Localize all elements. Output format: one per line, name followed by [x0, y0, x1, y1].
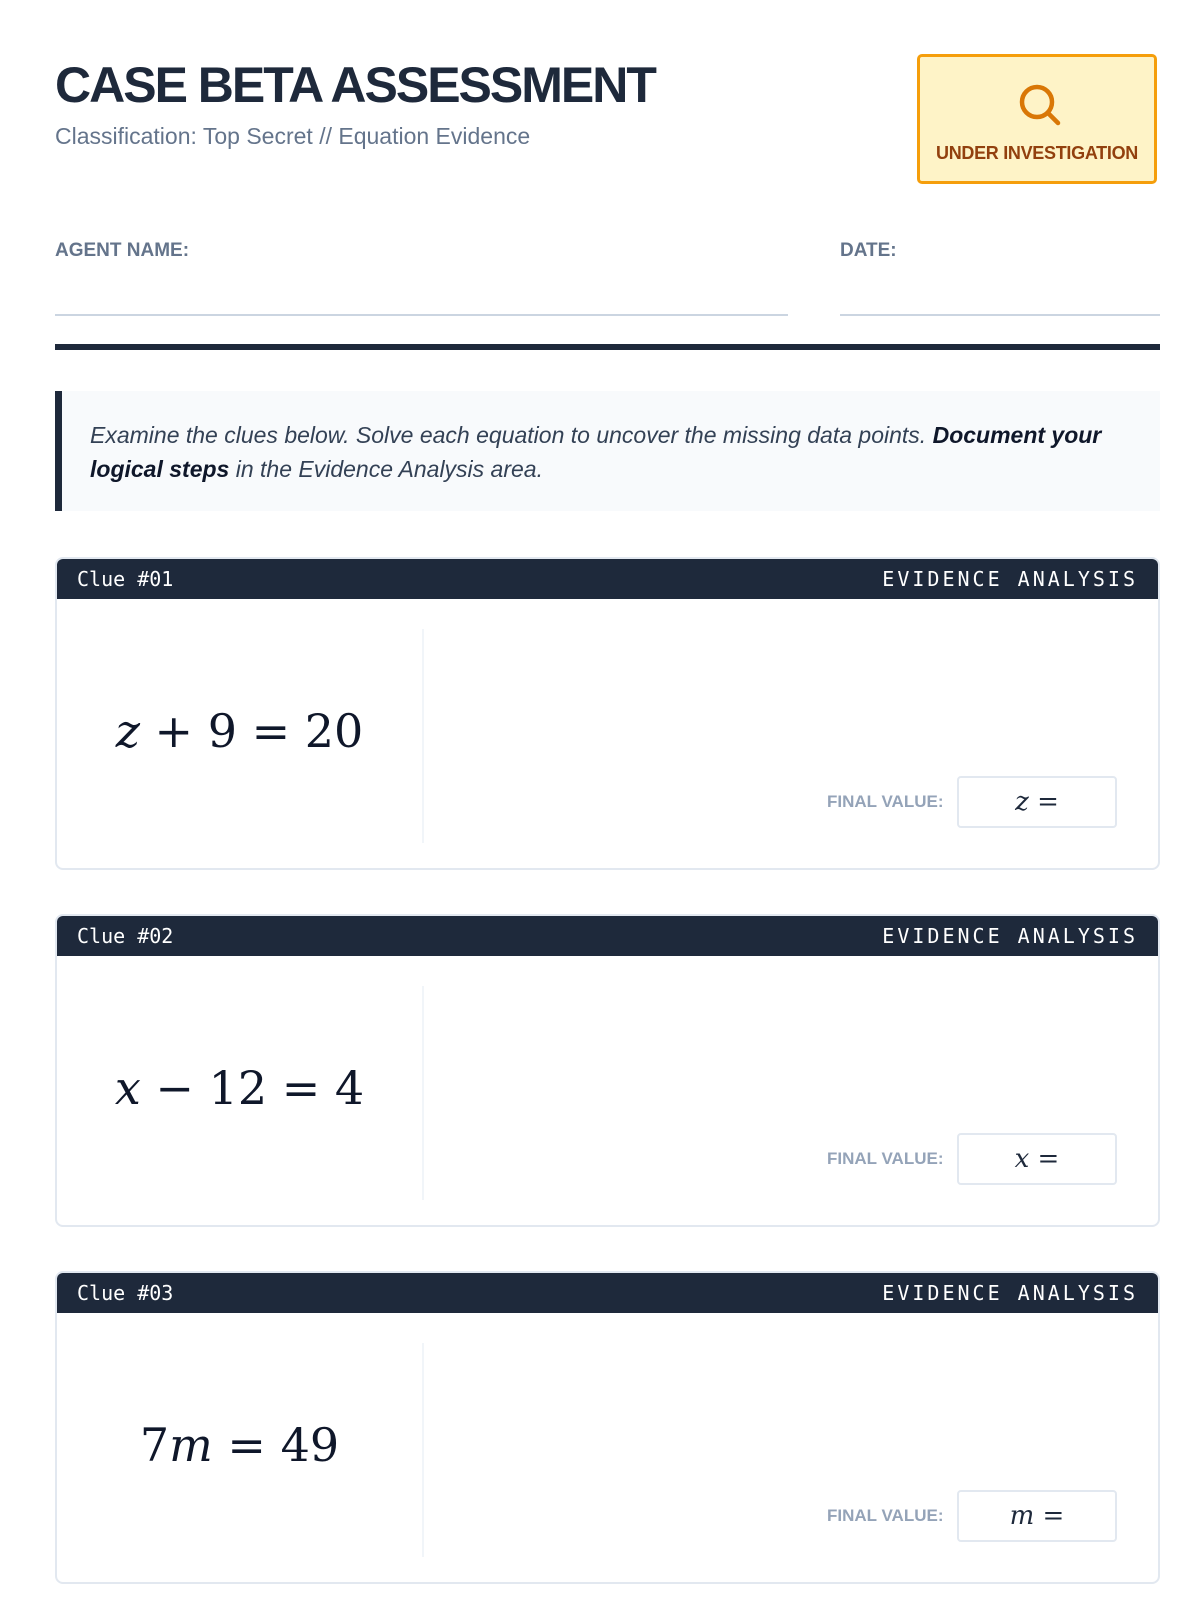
clue-id: Clue #03: [77, 1281, 174, 1305]
final-value-input[interactable]: [957, 1133, 1117, 1185]
agent-name-label: AGENT NAME:: [55, 240, 190, 261]
work-area-divider: [422, 629, 424, 843]
equation: [57, 1418, 422, 1472]
clue-header: [57, 916, 1158, 956]
answer-variable: z: [1015, 787, 1029, 817]
status-badge-label: UNDER INVESTIGATION: [936, 143, 1138, 163]
clue-card: [55, 1271, 1160, 1584]
equation-rest: + 9 = 20: [139, 704, 364, 758]
final-value-input[interactable]: [957, 1490, 1117, 1542]
equation: [57, 1061, 422, 1115]
magnifier-icon: [1016, 81, 1064, 129]
answer-variable: m: [1009, 1501, 1035, 1531]
clue-tag: EVIDENCE ANALYSIS: [882, 567, 1138, 591]
agent-name-line[interactable]: [55, 314, 788, 316]
clue-id: Clue #01: [77, 567, 174, 591]
equation-variable: z: [115, 704, 140, 758]
answer-variable: x: [1014, 1144, 1030, 1174]
clue-tag: EVIDENCE ANALYSIS: [882, 1281, 1138, 1305]
work-area-divider: [422, 1343, 424, 1557]
instructions-text-end: in the Evidence Analysis area.: [229, 456, 543, 482]
final-value-label: FINAL VALUE:: [827, 1149, 944, 1168]
date-line[interactable]: [840, 314, 1160, 316]
instructions-box: [55, 391, 1160, 511]
agent-fields: [55, 200, 1160, 320]
work-area-divider: [422, 986, 424, 1200]
final-value-label: FINAL VALUE:: [827, 1506, 944, 1525]
equation-variable: m: [169, 1418, 213, 1472]
equation-rest: − 12 = 4: [140, 1061, 365, 1115]
clue-id: Clue #02: [77, 924, 174, 948]
clue-card: [55, 557, 1160, 870]
page-subtitle: Classification: Top Secret // Equation Evidence: [55, 123, 531, 149]
answer-equals: =: [1034, 1501, 1065, 1531]
clue-header: [57, 1273, 1158, 1313]
instructions-emphasis: Document your logical steps: [90, 422, 1102, 482]
status-badge: [917, 54, 1157, 184]
final-value-input[interactable]: [957, 776, 1117, 828]
clue-tag: EVIDENCE ANALYSIS: [882, 924, 1138, 948]
equation: [57, 704, 422, 758]
answer-equals: =: [1029, 1144, 1060, 1174]
instructions-text: Examine the clues below. Solve each equation to uncover the missing data points.: [90, 422, 933, 448]
date-label: DATE:: [840, 240, 897, 261]
equation-rest: = 49: [212, 1418, 340, 1472]
equation-coefficient: 7: [139, 1418, 170, 1472]
equation-variable: x: [114, 1061, 141, 1115]
header: [55, 0, 1160, 200]
answer-equals: =: [1028, 787, 1059, 817]
clue-header: [57, 559, 1158, 599]
section-divider: [55, 344, 1160, 350]
clue-card: [55, 914, 1160, 1227]
final-value-label: FINAL VALUE:: [827, 792, 944, 811]
worksheet: [55, 0, 1160, 1531]
page-title: CASE BETA ASSESSMENT: [55, 57, 655, 113]
